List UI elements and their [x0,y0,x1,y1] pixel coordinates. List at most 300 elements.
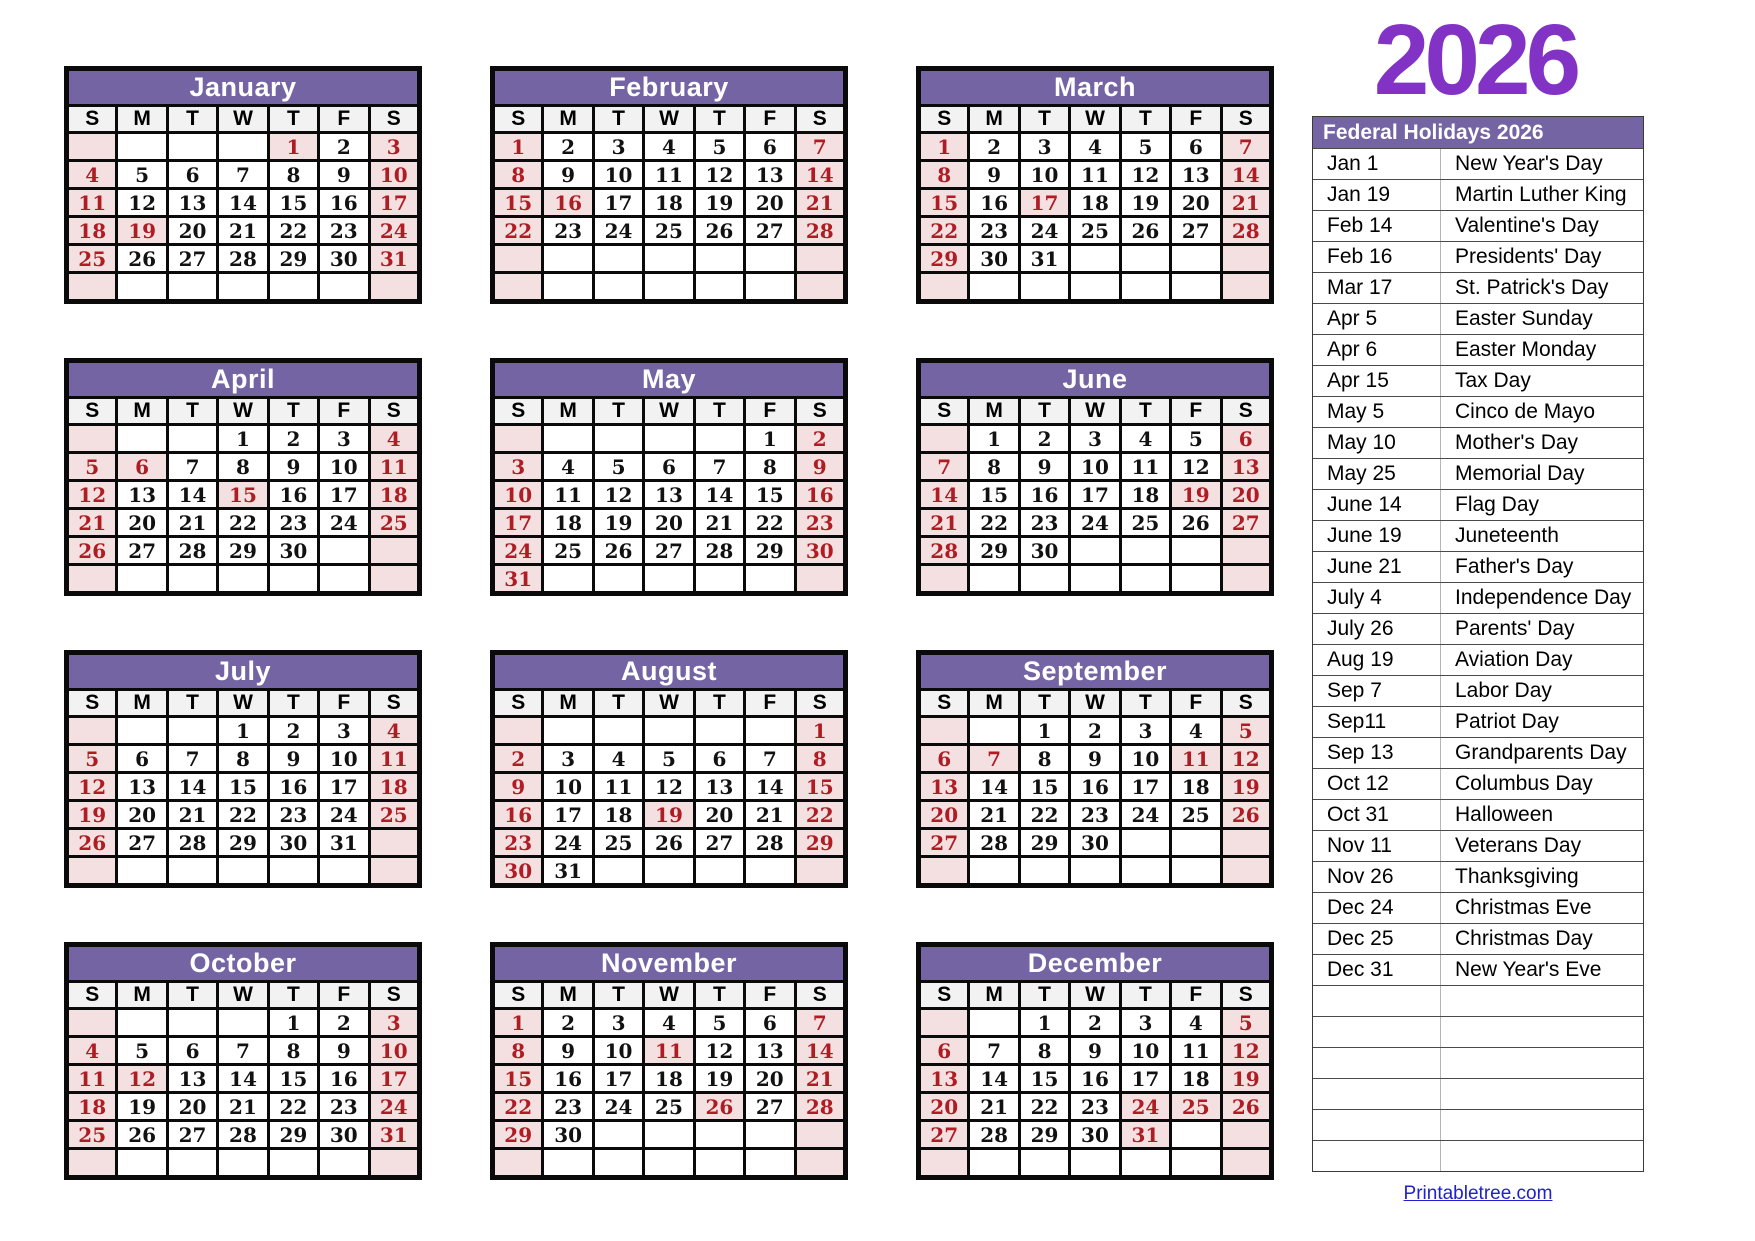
day-cell: 13 [1221,453,1271,481]
day-cell: 27 [167,245,217,273]
day-cell [593,273,643,302]
day-cell: 5 [67,453,117,481]
weekday-header: F [319,106,369,133]
day-cell: 30 [268,829,318,857]
month-title: June [919,361,1272,398]
day-cell: 25 [543,537,593,565]
day-cell: 30 [1070,829,1120,857]
weekday-header: M [117,690,167,717]
holiday-row-empty [1313,1140,1643,1171]
day-cell: 10 [1019,161,1069,189]
day-cell [644,565,694,594]
day-cell: 22 [745,509,795,537]
day-cell: 8 [745,453,795,481]
day-cell: 11 [593,773,643,801]
day-cell: 26 [1120,217,1170,245]
day-cell: 24 [543,829,593,857]
holiday-date: July 4 [1313,583,1441,613]
holiday-date: June 21 [1313,552,1441,582]
weekday-header: T [1120,398,1170,425]
day-cell: 2 [543,1009,593,1037]
day-cell: 19 [67,801,117,829]
day-cell [969,1149,1019,1178]
day-cell: 2 [493,745,543,773]
day-cell: 26 [67,829,117,857]
day-cell: 21 [919,509,969,537]
holiday-name: Grandparents Day [1455,741,1627,764]
day-cell: 21 [67,509,117,537]
day-cell [218,1009,268,1037]
day-cell: 8 [919,161,969,189]
day-cell [493,273,543,302]
day-cell: 9 [795,453,845,481]
day-cell [167,273,217,302]
day-cell [218,133,268,161]
day-cell: 26 [694,217,744,245]
holiday-name: Memorial Day [1455,462,1585,485]
holiday-date: Jan 19 [1313,180,1441,210]
holiday-row [1313,706,1643,737]
day-cell [268,857,318,886]
day-cell: 18 [593,801,643,829]
day-cell [593,1149,643,1178]
day-cell: 12 [644,773,694,801]
holiday-name: Cinco de Mayo [1455,400,1596,423]
day-cell: 26 [694,1093,744,1121]
day-cell: 23 [543,217,593,245]
month-april [64,358,422,596]
day-cell: 21 [795,1065,845,1093]
holiday-name: Veterans Day [1455,834,1582,857]
weekday-header: T [1120,106,1170,133]
day-cell: 11 [369,453,419,481]
weekday-header: S [919,106,969,133]
day-cell: 3 [1019,133,1069,161]
day-cell: 15 [1019,1065,1069,1093]
day-cell: 25 [67,1121,117,1149]
day-cell: 17 [1120,773,1170,801]
day-cell [369,537,419,565]
month-title: July [67,653,420,690]
month-december [916,942,1274,1180]
day-cell: 11 [1120,453,1170,481]
weekday-header: T [593,106,643,133]
day-cell: 24 [1120,1093,1170,1121]
holiday-name: New Year's Day [1455,152,1603,175]
day-cell [1120,537,1170,565]
day-cell [745,717,795,745]
day-cell: 11 [644,1037,694,1065]
day-cell [369,1149,419,1178]
day-cell: 14 [218,189,268,217]
day-cell: 30 [795,537,845,565]
day-cell: 9 [268,453,318,481]
holiday-name [1441,1079,1643,1109]
weekday-header: W [644,690,694,717]
weekday-header: T [593,982,643,1009]
weekday-header: M [117,982,167,1009]
day-cell [644,245,694,273]
day-cell: 6 [167,1037,217,1065]
day-cell: 7 [969,745,1019,773]
day-cell: 3 [543,745,593,773]
day-cell: 21 [969,1093,1019,1121]
day-cell: 16 [268,773,318,801]
day-cell [369,857,419,886]
weekday-header: S [919,982,969,1009]
day-cell: 19 [694,189,744,217]
weekday-header: S [369,690,419,717]
day-cell: 24 [1070,509,1120,537]
day-cell [795,857,845,886]
holiday-name: Martin Luther King [1455,183,1627,206]
day-cell: 9 [493,773,543,801]
day-cell [644,273,694,302]
day-cell: 3 [369,1009,419,1037]
day-cell [694,245,744,273]
day-cell [1120,565,1170,594]
holiday-name: Presidents' Day [1455,245,1602,268]
day-cell [67,273,117,302]
day-cell: 4 [1171,1009,1221,1037]
weekday-header: M [543,106,593,133]
day-cell [117,425,167,453]
day-cell: 18 [543,509,593,537]
day-cell [117,717,167,745]
day-cell: 20 [745,189,795,217]
day-cell: 2 [319,1009,369,1037]
holiday-row [1313,644,1643,675]
day-cell: 14 [795,161,845,189]
day-cell [919,717,969,745]
day-cell: 12 [694,161,744,189]
day-cell: 20 [1221,481,1271,509]
weekday-header: T [1019,982,1069,1009]
day-cell: 12 [694,1037,744,1065]
holiday-date: May 5 [1313,397,1441,427]
day-cell: 7 [1221,133,1271,161]
weekday-header: F [1171,106,1221,133]
day-cell: 5 [1221,1009,1271,1037]
day-cell: 26 [644,829,694,857]
holiday-row [1313,210,1643,241]
holiday-row-empty [1313,1078,1643,1109]
day-cell [117,565,167,594]
day-cell: 26 [1171,509,1221,537]
weekday-header: S [795,690,845,717]
holiday-name: Halloween [1455,803,1554,826]
holiday-row [1313,458,1643,489]
day-cell: 8 [493,161,543,189]
day-cell: 26 [1221,801,1271,829]
day-cell: 15 [795,773,845,801]
printabletree-link[interactable]: Printabletree.com [1403,1183,1553,1204]
day-cell: 25 [593,829,643,857]
day-cell [319,857,369,886]
holiday-date: Nov 26 [1313,862,1441,892]
weekday-header: F [745,982,795,1009]
holiday-name: Thanksgiving [1455,865,1579,888]
day-cell: 21 [167,801,217,829]
weekday-header: T [694,398,744,425]
holiday-row [1313,241,1643,272]
day-cell: 15 [493,189,543,217]
day-cell: 7 [795,1009,845,1037]
day-cell: 2 [268,425,318,453]
day-cell: 2 [1019,425,1069,453]
day-cell: 16 [543,189,593,217]
weekday-header: S [1221,106,1271,133]
day-cell: 6 [1171,133,1221,161]
day-cell: 11 [543,481,593,509]
day-cell: 11 [644,161,694,189]
day-cell [593,565,643,594]
day-cell: 8 [969,453,1019,481]
day-cell: 25 [1070,217,1120,245]
weekday-header: W [218,398,268,425]
day-cell: 9 [268,745,318,773]
day-cell [593,425,643,453]
day-cell: 10 [493,481,543,509]
holiday-name: Columbus Day [1455,772,1593,795]
day-cell: 21 [745,801,795,829]
day-cell [218,565,268,594]
day-cell [493,1149,543,1178]
holiday-name [1441,1017,1643,1047]
weekday-header: M [117,398,167,425]
month-title: March [919,69,1272,106]
holiday-name: Christmas Day [1455,927,1593,950]
day-cell: 30 [319,1121,369,1149]
day-cell [167,565,217,594]
day-cell: 7 [167,745,217,773]
day-cell: 30 [319,245,369,273]
day-cell: 5 [644,745,694,773]
holiday-row [1313,892,1643,923]
holiday-name: Aviation Day [1455,648,1573,671]
weekday-header: M [969,982,1019,1009]
weekday-header: T [167,106,217,133]
day-cell [218,857,268,886]
day-cell [919,857,969,886]
day-cell [1221,857,1271,886]
day-cell [493,717,543,745]
day-cell: 17 [593,1065,643,1093]
day-cell: 31 [543,857,593,886]
day-cell: 29 [919,245,969,273]
day-cell [67,1149,117,1178]
day-cell: 21 [795,189,845,217]
holiday-row [1313,861,1643,892]
day-cell: 22 [268,1093,318,1121]
day-cell: 8 [493,1037,543,1065]
day-cell: 17 [493,509,543,537]
weekday-header: S [67,690,117,717]
day-cell: 16 [319,1065,369,1093]
day-cell: 20 [167,217,217,245]
day-cell: 7 [218,161,268,189]
month-title: May [493,361,846,398]
day-cell: 27 [919,1121,969,1149]
weekday-header: T [694,982,744,1009]
weekday-header: T [1019,690,1069,717]
day-cell [745,857,795,886]
day-cell: 27 [644,537,694,565]
day-cell: 22 [1019,801,1069,829]
day-cell: 9 [969,161,1019,189]
day-cell: 8 [218,745,268,773]
day-cell: 15 [218,481,268,509]
day-cell: 12 [117,1065,167,1093]
day-cell: 29 [795,829,845,857]
holiday-row [1313,830,1643,861]
day-cell: 1 [493,1009,543,1037]
day-cell [919,1009,969,1037]
day-cell: 18 [1070,189,1120,217]
day-cell: 23 [319,217,369,245]
day-cell: 24 [319,801,369,829]
day-cell: 20 [644,509,694,537]
day-cell: 19 [117,217,167,245]
day-cell [319,1149,369,1178]
day-cell [919,1149,969,1178]
day-cell: 26 [117,245,167,273]
day-cell [67,133,117,161]
day-cell: 28 [218,245,268,273]
holiday-row [1313,613,1643,644]
day-cell: 2 [319,133,369,161]
holiday-row [1313,675,1643,706]
day-cell [745,1149,795,1178]
day-cell [593,857,643,886]
day-cell: 16 [268,481,318,509]
day-cell: 2 [268,717,318,745]
day-cell: 1 [745,425,795,453]
day-cell: 4 [1070,133,1120,161]
year-title: 2026 [1373,4,1577,116]
holiday-date [1313,1110,1441,1140]
weekday-header: M [543,690,593,717]
day-cell: 20 [117,509,167,537]
day-cell [67,565,117,594]
weekday-header: F [745,398,795,425]
day-cell [1070,273,1120,302]
weekday-header: S [67,982,117,1009]
weekday-header: T [694,106,744,133]
day-cell: 29 [268,245,318,273]
day-cell [319,273,369,302]
day-cell: 6 [644,453,694,481]
day-cell: 3 [319,717,369,745]
day-cell: 7 [218,1037,268,1065]
day-cell: 19 [1221,773,1271,801]
weekday-header: F [319,982,369,1009]
holiday-row [1313,520,1643,551]
day-cell: 5 [694,133,744,161]
day-cell: 29 [268,1121,318,1149]
weekday-header: W [644,106,694,133]
day-cell: 25 [369,509,419,537]
weekday-header: W [1070,106,1120,133]
day-cell: 10 [369,1037,419,1065]
holiday-date [1313,1017,1441,1047]
day-cell [167,1149,217,1178]
day-cell: 22 [919,217,969,245]
day-cell: 10 [1120,1037,1170,1065]
day-cell: 25 [644,1093,694,1121]
day-cell: 14 [745,773,795,801]
month-title: February [493,69,846,106]
day-cell: 22 [218,801,268,829]
day-cell: 2 [543,133,593,161]
holiday-row [1313,148,1643,179]
federal-holidays-panel [1312,116,1644,1172]
day-cell: 4 [593,745,643,773]
weekday-header: T [167,982,217,1009]
day-cell: 23 [795,509,845,537]
holiday-row-empty [1313,1016,1643,1047]
month-title: October [67,945,420,982]
day-cell: 14 [1221,161,1271,189]
day-cell: 3 [1120,1009,1170,1037]
day-cell [218,273,268,302]
day-cell [1221,273,1271,302]
day-cell: 23 [1070,1093,1120,1121]
day-cell: 9 [319,1037,369,1065]
day-cell: 30 [543,1121,593,1149]
day-cell: 14 [969,773,1019,801]
day-cell: 18 [644,1065,694,1093]
day-cell [319,565,369,594]
day-cell: 28 [795,217,845,245]
day-cell: 13 [919,773,969,801]
day-cell [1171,273,1221,302]
day-cell [694,717,744,745]
weekday-header: F [319,398,369,425]
day-cell: 31 [1120,1121,1170,1149]
month-november [490,942,848,1180]
day-cell: 22 [268,217,318,245]
day-cell: 16 [1019,481,1069,509]
month-title: December [919,945,1272,982]
day-cell: 3 [319,425,369,453]
day-cell: 19 [694,1065,744,1093]
day-cell: 17 [1120,1065,1170,1093]
day-cell: 28 [795,1093,845,1121]
day-cell [1120,273,1170,302]
day-cell: 25 [1171,801,1221,829]
day-cell: 13 [919,1065,969,1093]
day-cell: 30 [969,245,1019,273]
day-cell [969,857,1019,886]
holiday-date: Mar 17 [1313,273,1441,303]
day-cell [369,565,419,594]
weekday-header: S [369,106,419,133]
day-cell [1221,829,1271,857]
day-cell [694,565,744,594]
weekday-header: S [493,690,543,717]
day-cell: 10 [319,453,369,481]
day-cell: 21 [694,509,744,537]
holiday-date [1313,1048,1441,1078]
day-cell [1019,1149,1069,1178]
day-cell [117,273,167,302]
day-cell: 12 [67,481,117,509]
holiday-name [1441,986,1643,1016]
day-cell: 20 [919,801,969,829]
month-title: January [67,69,420,106]
day-cell [67,857,117,886]
